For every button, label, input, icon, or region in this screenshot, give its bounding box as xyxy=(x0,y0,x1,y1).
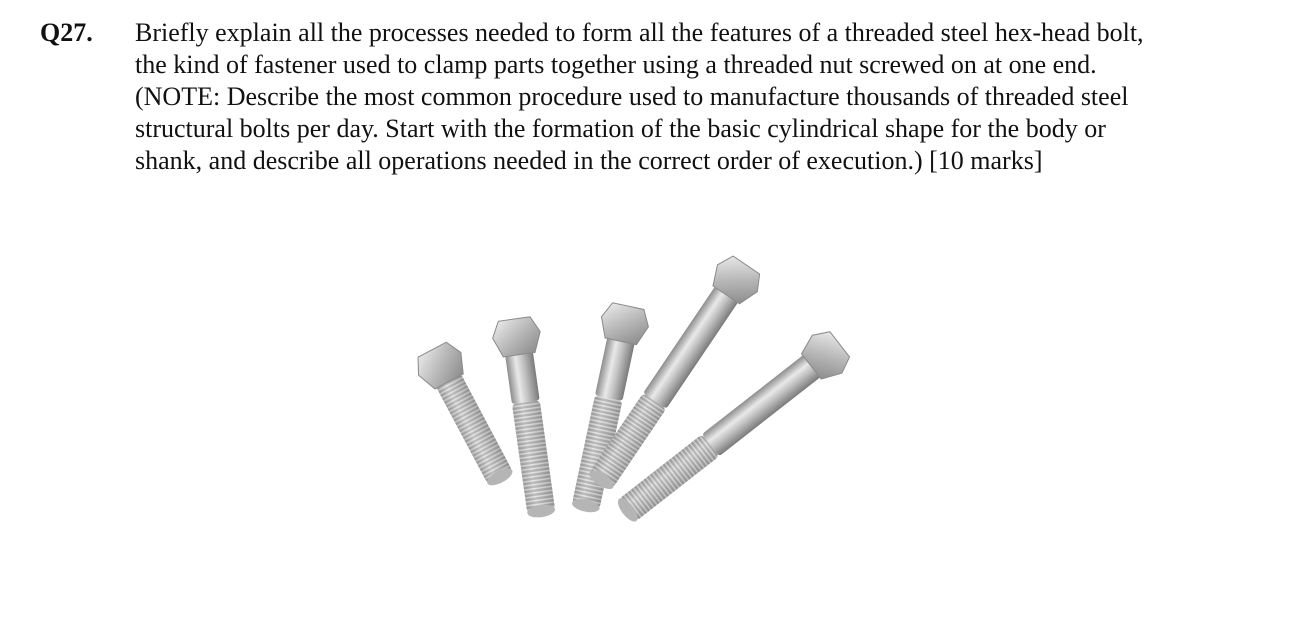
hex-bolts-photo-icon xyxy=(395,240,870,530)
question-line-1: Briefly explain all the processes needed to form all the features of a threaded steel hex-head bolt, xyxy=(135,18,1144,47)
question-line-4: structural bolts per day. Start with the formation of the basic cylindrical shape for the body or xyxy=(135,114,1106,143)
question-line-3: (NOTE: Describe the most common procedure used to manufacture thousands of threaded steel xyxy=(135,82,1129,111)
question-text xyxy=(135,17,1235,177)
question-line-2: the kind of fastener used to clamp parts together using a threaded nut screwed on at one end. xyxy=(135,50,1097,79)
bolt-2 xyxy=(490,316,565,521)
question-number: Q27. xyxy=(40,18,93,47)
question-line-5: shank, and describe all operations needed in the correct order of execution.) [10 marks] xyxy=(135,146,1043,175)
